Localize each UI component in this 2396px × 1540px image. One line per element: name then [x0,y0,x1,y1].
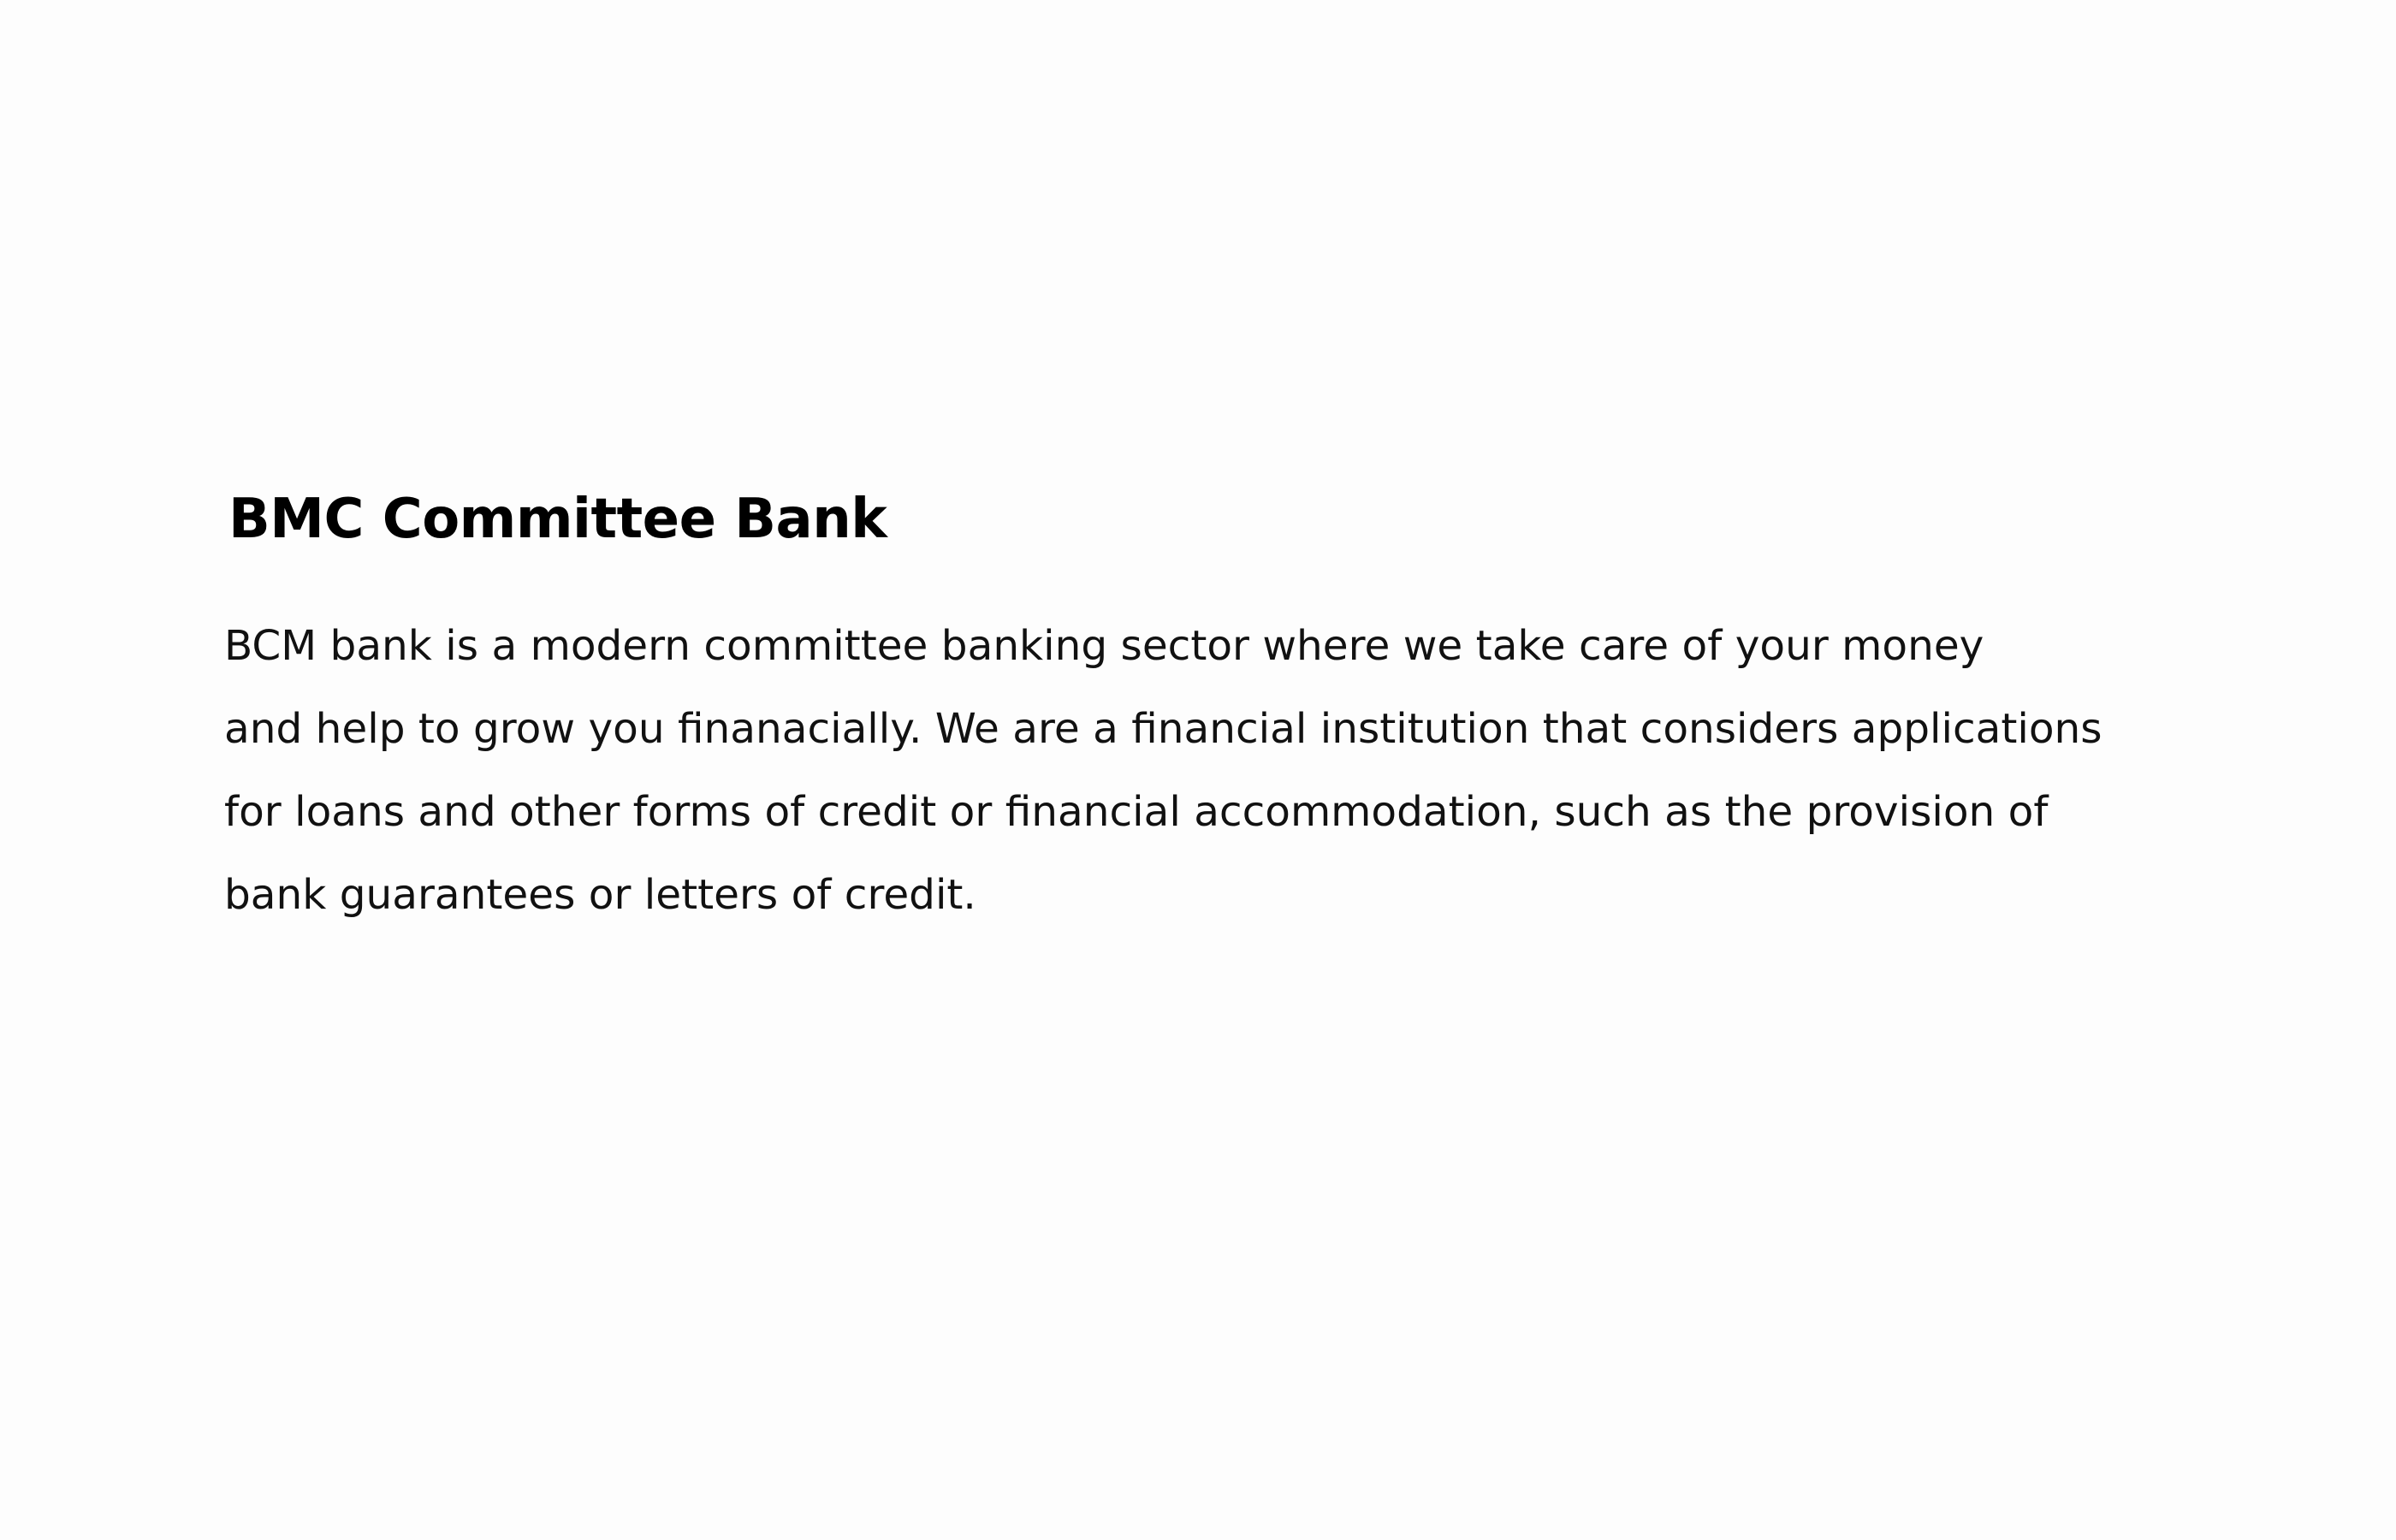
description-line-1: BCM bank is a modern committee banking sector where we take care of your money [224,622,1984,670]
about-section [224,483,2192,937]
page-title: BMC Committee Bank [228,488,887,551]
description-line-4: bank guarantees or letters of credit. [224,871,976,919]
description-line-2: and help to grow you finanacially. We are a financial institution that considers applications [224,705,2102,753]
about-description [224,605,2150,937]
description-line-3: for loans and other forms of credit or financial accommodation, such as the provision of [224,788,2049,836]
